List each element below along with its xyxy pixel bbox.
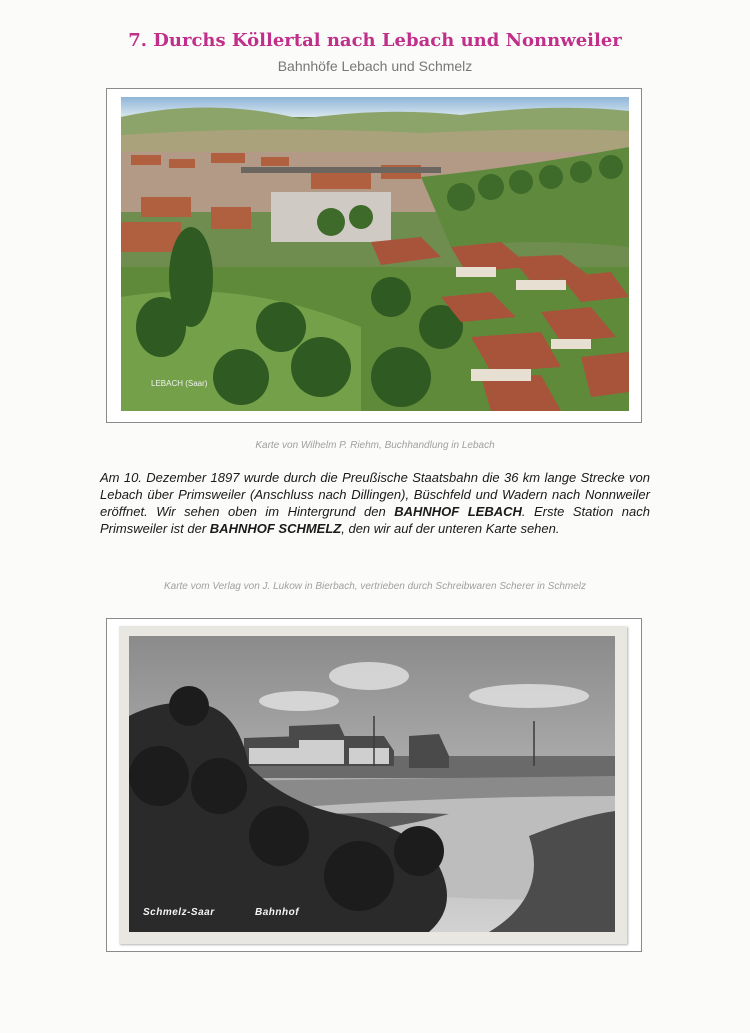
postcard-schmelz bbox=[119, 626, 627, 944]
photo-label-bahnhof: Bahnhof bbox=[255, 907, 300, 918]
highlight-bahnhof-lebach: BAHNHOF LEBACH bbox=[394, 504, 522, 520]
postcard-frame-lebach bbox=[106, 88, 642, 423]
caption-top: Karte von Wilhelm P. Riehm, Buchhandlung in Lebach bbox=[255, 440, 495, 451]
schmelz-station-photo bbox=[129, 636, 615, 932]
photo-label-lebach: LEBACH (Saar) bbox=[151, 379, 208, 388]
postcard-frame-schmelz bbox=[106, 618, 642, 952]
page-title: 7. Durchs Köllertal nach Lebach und Nonnweiler bbox=[128, 30, 622, 51]
lebach-aerial-photo bbox=[121, 97, 629, 411]
caption-bottom: Karte vom Verlag von J. Lukow in Bierbach, vertrieben durch Schreibwaren Scherer in Schmelz bbox=[163, 581, 587, 592]
highlight-bahnhof-schmelz: BAHNHOF SCHMELZ bbox=[209, 521, 342, 537]
page-subtitle: Bahnhöfe Lebach und Schmelz bbox=[277, 58, 473, 74]
photo-label-schmelz-saar: Schmelz-Saar bbox=[143, 907, 215, 918]
description-paragraph: Am 10. Dezember 1897 wurde durch die Preußische Staatsbahn die 36 km lange Strecke von Lebach über Primsweiler (Anschluss nach Dillingen), Büschfeld und Wadern nach Nonnweiler eröffnet. Wir sehen oben im Hintergrund den BAHNHOF LEBACH. Erste Station nach Primsweiler ist der BAHNHOF SCHMELZ, den wir auf der unteren Karte sehen. bbox=[100, 470, 650, 537]
